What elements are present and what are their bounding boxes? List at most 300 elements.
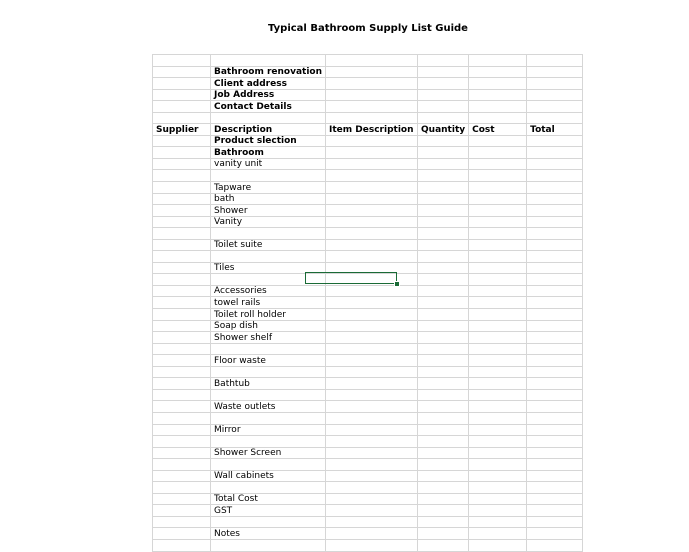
cell-description[interactable]: vanity unit <box>211 158 326 170</box>
cell-description[interactable]: Bathroom renovation <box>211 66 326 78</box>
sheet-row <box>153 528 583 540</box>
cell-item-description[interactable] <box>326 366 418 378</box>
spreadsheet-grid <box>152 54 583 552</box>
cell-description[interactable]: GST <box>211 505 326 517</box>
cell-description[interactable]: Waste outlets <box>211 401 326 413</box>
sheet-row <box>153 274 583 286</box>
cell-supplier[interactable] <box>153 297 211 309</box>
cell-quantity[interactable] <box>418 378 469 390</box>
cell-cost[interactable] <box>469 424 527 436</box>
cell-item-description[interactable] <box>326 101 418 113</box>
cell-description[interactable]: towel rails <box>211 297 326 309</box>
cell-total[interactable] <box>527 320 583 332</box>
sheet-row <box>153 493 583 505</box>
cell-quantity[interactable] <box>418 389 469 401</box>
cell-quantity[interactable] <box>418 424 469 436</box>
cell-supplier[interactable] <box>153 505 211 517</box>
cell-quantity[interactable] <box>418 170 469 182</box>
cell-total[interactable] <box>527 147 583 159</box>
cell-total[interactable] <box>527 539 583 551</box>
cell-item-description[interactable] <box>326 205 418 217</box>
sheet-row <box>153 262 583 274</box>
cell-supplier[interactable] <box>153 101 211 113</box>
cell-total[interactable] <box>527 505 583 517</box>
cell-total[interactable]: Total <box>527 124 583 136</box>
cell-description[interactable] <box>211 343 326 355</box>
cell-quantity[interactable] <box>418 516 469 528</box>
cell-cost[interactable] <box>469 459 527 471</box>
cell-cost[interactable] <box>469 366 527 378</box>
sheet-row <box>153 389 583 401</box>
cell-supplier[interactable] <box>153 158 211 170</box>
cell-supplier[interactable] <box>153 170 211 182</box>
cell-item-description[interactable] <box>326 170 418 182</box>
sheet-row <box>153 239 583 251</box>
cell-cost[interactable] <box>469 101 527 113</box>
cell-quantity[interactable] <box>418 262 469 274</box>
sheet-row <box>153 193 583 205</box>
sheet-row <box>153 55 583 67</box>
cell-total[interactable] <box>527 285 583 297</box>
cell-item-description[interactable]: Item Description <box>326 124 418 136</box>
cell-item-description[interactable] <box>326 332 418 344</box>
cell-description[interactable] <box>211 459 326 471</box>
cell-quantity[interactable] <box>418 320 469 332</box>
sheet-row <box>153 135 583 147</box>
cell-supplier[interactable] <box>153 366 211 378</box>
cell-item-description[interactable] <box>326 112 418 124</box>
cell-item-description[interactable] <box>326 320 418 332</box>
sheet-row <box>153 124 583 136</box>
cell-item-description[interactable] <box>326 412 418 424</box>
cell-quantity[interactable] <box>418 228 469 240</box>
cell-quantity[interactable] <box>418 78 469 90</box>
cell-total[interactable] <box>527 101 583 113</box>
cell-cost[interactable] <box>469 78 527 90</box>
cell-total[interactable] <box>527 158 583 170</box>
cell-total[interactable] <box>527 447 583 459</box>
cell-total[interactable] <box>527 332 583 344</box>
cell-supplier[interactable] <box>153 251 211 263</box>
cell-supplier[interactable] <box>153 459 211 471</box>
cell-item-description[interactable] <box>326 216 418 228</box>
cell-total[interactable] <box>527 228 583 240</box>
sheet-row <box>153 436 583 448</box>
cell-total[interactable] <box>527 66 583 78</box>
cell-total[interactable] <box>527 182 583 194</box>
cell-item-description[interactable] <box>326 55 418 67</box>
cell-total[interactable] <box>527 274 583 286</box>
cell-cost[interactable] <box>469 112 527 124</box>
sheet-row <box>153 470 583 482</box>
cell-quantity[interactable] <box>418 251 469 263</box>
cell-quantity[interactable] <box>418 528 469 540</box>
cell-quantity[interactable] <box>418 193 469 205</box>
cell-description[interactable]: bath <box>211 193 326 205</box>
cell-item-description[interactable] <box>326 285 418 297</box>
cell-cost[interactable] <box>469 516 527 528</box>
sheet-row <box>153 482 583 494</box>
cell-quantity[interactable] <box>418 332 469 344</box>
sheet-row <box>153 332 583 344</box>
cell-supplier[interactable] <box>153 332 211 344</box>
cell-cost[interactable] <box>469 89 527 101</box>
sheet-row <box>153 216 583 228</box>
cell-total[interactable] <box>527 493 583 505</box>
cell-total[interactable] <box>527 366 583 378</box>
cell-description[interactable] <box>211 436 326 448</box>
sheet-row <box>153 66 583 78</box>
cell-total[interactable] <box>527 424 583 436</box>
cell-supplier[interactable] <box>153 262 211 274</box>
cell-quantity[interactable] <box>418 447 469 459</box>
cell-total[interactable] <box>527 193 583 205</box>
cell-quantity[interactable] <box>418 216 469 228</box>
cell-item-description[interactable] <box>326 528 418 540</box>
cell-supplier[interactable] <box>153 355 211 367</box>
cell-cost[interactable] <box>469 205 527 217</box>
cell-quantity[interactable] <box>418 135 469 147</box>
cell-total[interactable] <box>527 343 583 355</box>
cell-description[interactable]: Product slection <box>211 135 326 147</box>
cell-total[interactable] <box>527 78 583 90</box>
cell-cost[interactable] <box>469 135 527 147</box>
cell-item-description[interactable] <box>326 355 418 367</box>
sheet-row <box>153 297 583 309</box>
cell-item-description[interactable] <box>326 147 418 159</box>
cell-supplier[interactable] <box>153 320 211 332</box>
cell-quantity[interactable] <box>418 274 469 286</box>
cell-quantity[interactable] <box>418 401 469 413</box>
cell-total[interactable] <box>527 216 583 228</box>
cell-supplier[interactable] <box>153 78 211 90</box>
sheet-row <box>153 516 583 528</box>
cell-total[interactable] <box>527 470 583 482</box>
cell-total[interactable] <box>527 516 583 528</box>
cell-supplier[interactable] <box>153 228 211 240</box>
cell-item-description[interactable] <box>326 401 418 413</box>
cell-total[interactable] <box>527 239 583 251</box>
cell-supplier[interactable] <box>153 528 211 540</box>
cell-description[interactable]: Toilet suite <box>211 239 326 251</box>
sheet-row <box>153 158 583 170</box>
cell-item-description[interactable] <box>326 274 418 286</box>
cell-description[interactable] <box>211 274 326 286</box>
cell-item-description[interactable] <box>326 193 418 205</box>
cell-supplier[interactable] <box>153 470 211 482</box>
cell-quantity[interactable] <box>418 505 469 517</box>
cell-description[interactable]: Tiles <box>211 262 326 274</box>
cell-supplier[interactable] <box>153 424 211 436</box>
cell-total[interactable] <box>527 262 583 274</box>
cell-item-description[interactable] <box>326 424 418 436</box>
cell-description[interactable]: Bathtub <box>211 378 326 390</box>
cell-description[interactable]: Tapware <box>211 182 326 194</box>
cell-item-description[interactable] <box>326 309 418 321</box>
cell-total[interactable] <box>527 401 583 413</box>
cell-description[interactable]: Toilet roll holder <box>211 309 326 321</box>
cell-cost[interactable] <box>469 355 527 367</box>
cell-quantity[interactable] <box>418 285 469 297</box>
cell-item-description[interactable] <box>326 182 418 194</box>
cell-item-description[interactable] <box>326 228 418 240</box>
document-title: Typical Bathroom Supply List Guide <box>268 23 468 34</box>
sheet-row <box>153 251 583 263</box>
cell-supplier[interactable] <box>153 239 211 251</box>
sheet-row <box>153 539 583 551</box>
cell-description[interactable]: Notes <box>211 528 326 540</box>
cell-description[interactable] <box>211 251 326 263</box>
sheet-row <box>153 78 583 90</box>
cell-total[interactable] <box>527 355 583 367</box>
cell-quantity[interactable] <box>418 239 469 251</box>
cell-total[interactable] <box>527 135 583 147</box>
cell-supplier[interactable] <box>153 401 211 413</box>
cell-cost[interactable] <box>469 320 527 332</box>
cell-description[interactable] <box>211 539 326 551</box>
cell-supplier[interactable] <box>153 182 211 194</box>
cell-description[interactable]: Contact Details <box>211 101 326 113</box>
cell-cost[interactable] <box>469 158 527 170</box>
cell-quantity[interactable] <box>418 205 469 217</box>
cell-supplier[interactable] <box>153 309 211 321</box>
cell-item-description[interactable] <box>326 297 418 309</box>
cell-total[interactable] <box>527 251 583 263</box>
cell-description[interactable]: Accessories <box>211 285 326 297</box>
cell-description[interactable] <box>211 482 326 494</box>
cell-quantity[interactable] <box>418 355 469 367</box>
cell-item-description[interactable] <box>326 505 418 517</box>
cell-cost[interactable] <box>469 505 527 517</box>
sheet-row <box>153 147 583 159</box>
cell-supplier[interactable] <box>153 539 211 551</box>
cell-supplier[interactable] <box>153 516 211 528</box>
cell-quantity[interactable] <box>418 309 469 321</box>
cell-description[interactable]: Soap dish <box>211 320 326 332</box>
cell-item-description[interactable] <box>326 262 418 274</box>
cell-total[interactable] <box>527 412 583 424</box>
cell-item-description[interactable] <box>326 482 418 494</box>
cell-item-description[interactable] <box>326 343 418 355</box>
sheet-row <box>153 182 583 194</box>
cell-description[interactable]: Total Cost <box>211 493 326 505</box>
cell-supplier[interactable] <box>153 285 211 297</box>
cell-supplier[interactable]: Supplier <box>153 124 211 136</box>
cell-cost[interactable] <box>469 539 527 551</box>
cell-item-description[interactable] <box>326 135 418 147</box>
cell-description[interactable] <box>211 412 326 424</box>
cell-cost[interactable] <box>469 309 527 321</box>
cell-supplier[interactable] <box>153 193 211 205</box>
cell-item-description[interactable] <box>326 493 418 505</box>
cell-supplier[interactable] <box>153 389 211 401</box>
cell-total[interactable] <box>527 436 583 448</box>
cell-total[interactable] <box>527 170 583 182</box>
cell-description[interactable]: Client address <box>211 78 326 90</box>
cell-total[interactable] <box>527 55 583 67</box>
cell-description[interactable]: Vanity <box>211 216 326 228</box>
cell-description[interactable]: Job Address <box>211 89 326 101</box>
cell-supplier[interactable] <box>153 378 211 390</box>
cell-quantity[interactable] <box>418 297 469 309</box>
cell-total[interactable] <box>527 205 583 217</box>
cell-cost[interactable] <box>469 493 527 505</box>
sheet-row <box>153 320 583 332</box>
sheet-row <box>153 309 583 321</box>
sheet-row <box>153 424 583 436</box>
cell-item-description[interactable] <box>326 78 418 90</box>
cell-quantity[interactable] <box>418 101 469 113</box>
cell-supplier[interactable] <box>153 412 211 424</box>
cell-total[interactable] <box>527 297 583 309</box>
cell-description[interactable]: Shower <box>211 205 326 217</box>
sheet-row <box>153 112 583 124</box>
sheet-row <box>153 285 583 297</box>
cell-item-description[interactable] <box>326 539 418 551</box>
cell-item-description[interactable] <box>326 66 418 78</box>
cell-total[interactable] <box>527 378 583 390</box>
cell-cost[interactable] <box>469 285 527 297</box>
cell-supplier[interactable] <box>153 216 211 228</box>
cell-quantity[interactable] <box>418 343 469 355</box>
cell-cost[interactable] <box>469 182 527 194</box>
sheet-row <box>153 378 583 390</box>
cell-cost[interactable] <box>469 389 527 401</box>
cell-cost[interactable] <box>469 401 527 413</box>
cell-quantity[interactable] <box>418 470 469 482</box>
cell-cost[interactable] <box>469 482 527 494</box>
cell-item-description[interactable] <box>326 89 418 101</box>
cell-cost[interactable] <box>469 239 527 251</box>
cell-quantity[interactable] <box>418 112 469 124</box>
cell-cost[interactable] <box>469 343 527 355</box>
cell-supplier[interactable] <box>153 66 211 78</box>
sheet-row <box>153 505 583 517</box>
cell-cost[interactable] <box>469 251 527 263</box>
cell-item-description[interactable] <box>326 459 418 471</box>
cell-supplier[interactable] <box>153 112 211 124</box>
cell-quantity[interactable] <box>418 55 469 67</box>
cell-item-description[interactable] <box>326 436 418 448</box>
cell-cost[interactable] <box>469 55 527 67</box>
cell-description[interactable] <box>211 366 326 378</box>
cell-cost[interactable] <box>469 147 527 159</box>
cell-quantity[interactable] <box>418 493 469 505</box>
cell-cost[interactable] <box>469 193 527 205</box>
cell-description[interactable]: Mirror <box>211 424 326 436</box>
cell-description[interactable] <box>211 389 326 401</box>
sheet-row <box>153 412 583 424</box>
cell-quantity[interactable] <box>418 147 469 159</box>
cell-quantity[interactable]: Quantity <box>418 124 469 136</box>
cell-supplier[interactable] <box>153 343 211 355</box>
sheet-row <box>153 459 583 471</box>
cell-quantity[interactable] <box>418 366 469 378</box>
cell-quantity[interactable] <box>418 539 469 551</box>
cell-total[interactable] <box>527 459 583 471</box>
cell-quantity[interactable] <box>418 436 469 448</box>
cell-cost[interactable] <box>469 66 527 78</box>
cell-total[interactable] <box>527 89 583 101</box>
sheet-row <box>153 228 583 240</box>
cell-description[interactable]: Floor waste <box>211 355 326 367</box>
cell-supplier[interactable] <box>153 147 211 159</box>
cell-quantity[interactable] <box>418 158 469 170</box>
cell-quantity[interactable] <box>418 182 469 194</box>
sheet-row <box>153 355 583 367</box>
cell-cost[interactable] <box>469 470 527 482</box>
sheet-row <box>153 170 583 182</box>
cell-total[interactable] <box>527 389 583 401</box>
cell-cost[interactable] <box>469 378 527 390</box>
cell-supplier[interactable] <box>153 447 211 459</box>
cell-supplier[interactable] <box>153 89 211 101</box>
cell-quantity[interactable] <box>418 482 469 494</box>
cell-cost[interactable] <box>469 228 527 240</box>
cell-item-description[interactable] <box>326 251 418 263</box>
cell-description[interactable] <box>211 55 326 67</box>
cell-description[interactable] <box>211 228 326 240</box>
cell-description[interactable]: Bathroom <box>211 147 326 159</box>
cell-description[interactable]: Shower Screen <box>211 447 326 459</box>
cell-quantity[interactable] <box>418 89 469 101</box>
cell-description[interactable]: Wall cabinets <box>211 470 326 482</box>
cell-item-description[interactable] <box>326 389 418 401</box>
cell-description[interactable] <box>211 170 326 182</box>
cell-quantity[interactable] <box>418 412 469 424</box>
cell-supplier[interactable] <box>153 205 211 217</box>
cell-item-description[interactable] <box>326 239 418 251</box>
cell-total[interactable] <box>527 482 583 494</box>
cell-cost[interactable] <box>469 332 527 344</box>
cell-cost[interactable] <box>469 436 527 448</box>
cell-cost[interactable] <box>469 297 527 309</box>
cell-cost[interactable] <box>469 262 527 274</box>
sheet-row <box>153 89 583 101</box>
cell-description[interactable]: Description <box>211 124 326 136</box>
cell-cost[interactable] <box>469 412 527 424</box>
cell-quantity[interactable] <box>418 66 469 78</box>
cell-cost[interactable] <box>469 447 527 459</box>
cell-cost[interactable] <box>469 274 527 286</box>
cell-quantity[interactable] <box>418 459 469 471</box>
sheet-row <box>153 401 583 413</box>
cell-cost[interactable]: Cost <box>469 124 527 136</box>
cell-description[interactable] <box>211 112 326 124</box>
cell-supplier[interactable] <box>153 436 211 448</box>
cell-cost[interactable] <box>469 170 527 182</box>
cell-cost[interactable] <box>469 216 527 228</box>
cell-supplier[interactable] <box>153 55 211 67</box>
cell-item-description[interactable] <box>326 470 418 482</box>
cell-total[interactable] <box>527 528 583 540</box>
cell-total[interactable] <box>527 112 583 124</box>
cell-item-description[interactable] <box>326 378 418 390</box>
cell-total[interactable] <box>527 309 583 321</box>
sheet-row <box>153 366 583 378</box>
cell-item-description[interactable] <box>326 516 418 528</box>
cell-item-description[interactable] <box>326 158 418 170</box>
cell-supplier[interactable] <box>153 493 211 505</box>
sheet-row <box>153 101 583 113</box>
cell-supplier[interactable] <box>153 135 211 147</box>
cell-item-description[interactable] <box>326 447 418 459</box>
cell-supplier[interactable] <box>153 482 211 494</box>
cell-description[interactable] <box>211 516 326 528</box>
cell-description[interactable]: Shower shelf <box>211 332 326 344</box>
cell-supplier[interactable] <box>153 274 211 286</box>
cell-cost[interactable] <box>469 528 527 540</box>
